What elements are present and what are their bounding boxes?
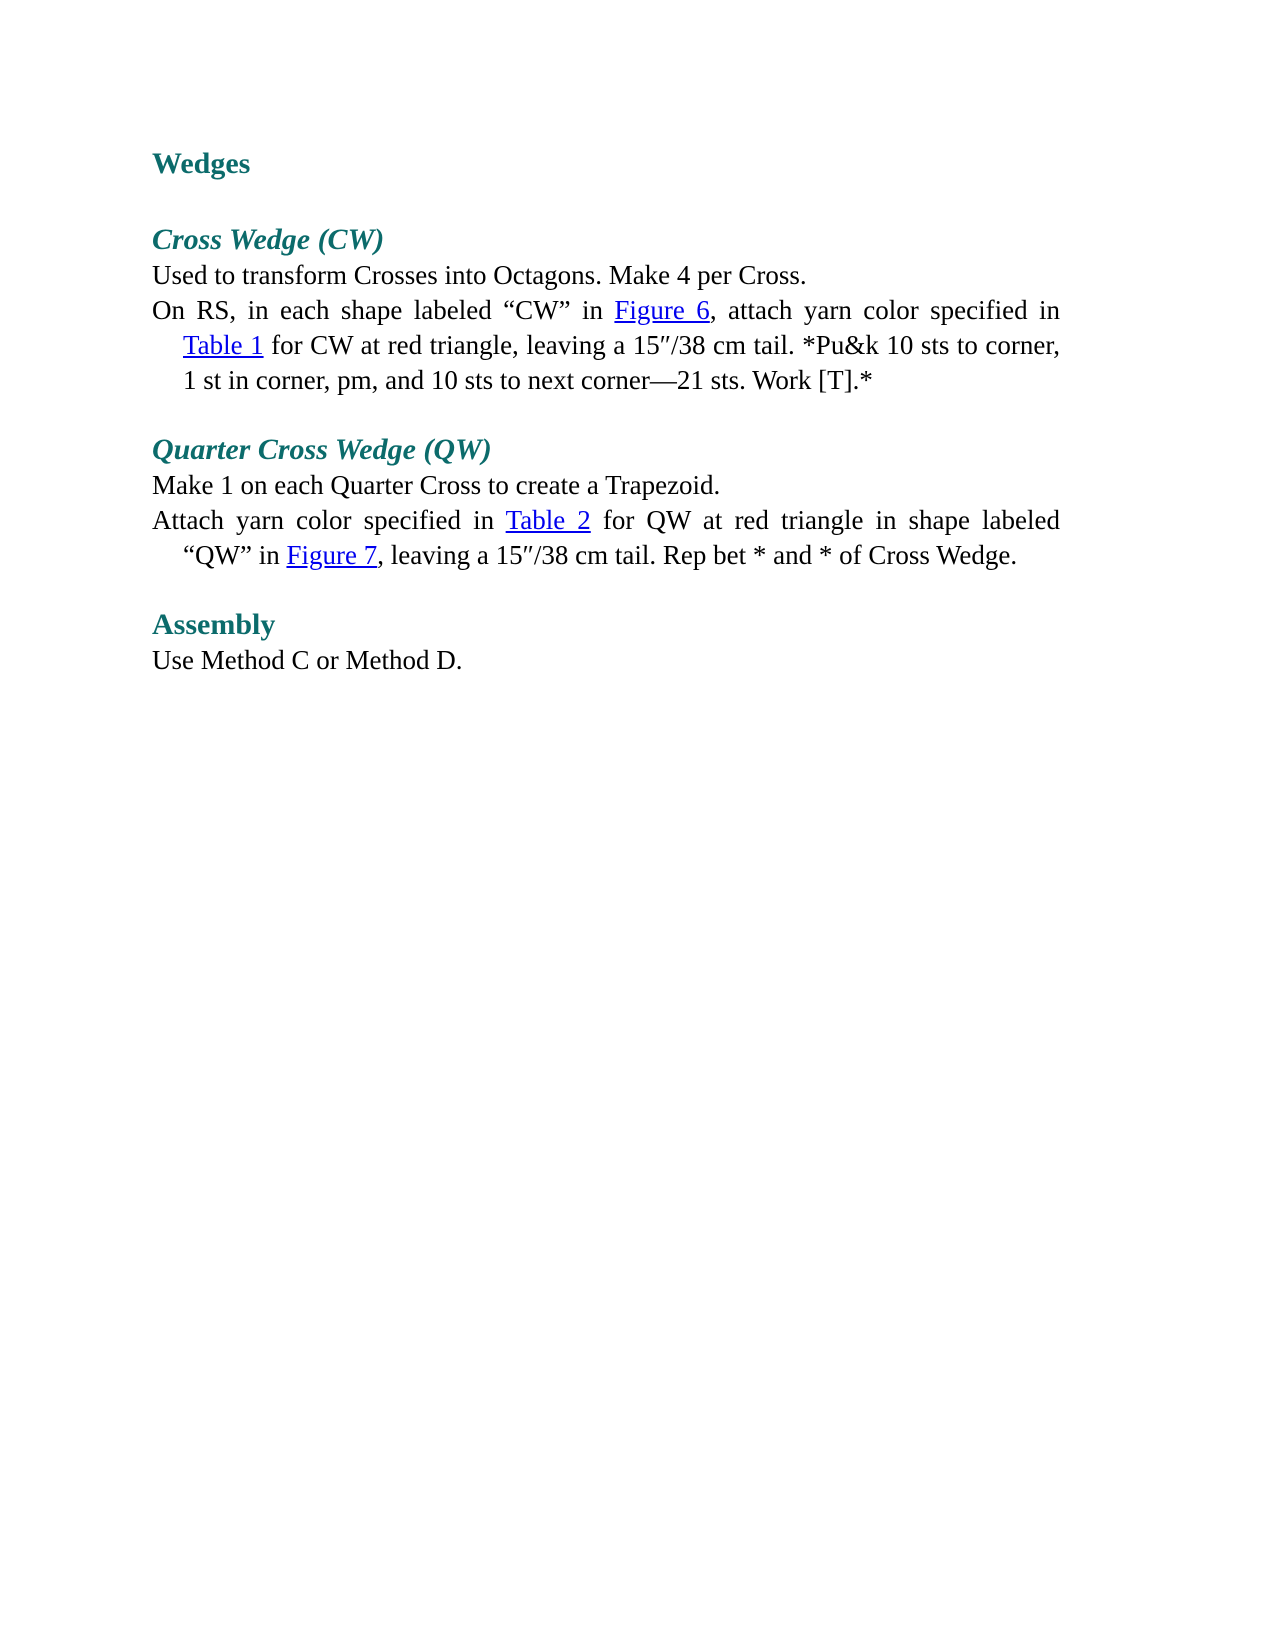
cross-wedge-intro: Used to transform Crosses into Octagons. Make 4 per Cross.	[152, 260, 807, 290]
text-run: , attach yarn color specified in	[709, 295, 1060, 325]
assembly-text: Use Method C or Method D.	[152, 645, 463, 675]
cross-wedge-instructions	[152, 293, 1060, 398]
text-run: Attach yarn color specified in	[152, 505, 506, 535]
text-run: , leaving a 15″/38 cm tail. Rep bet * and * of Cross Wedge.	[377, 540, 1018, 570]
quarter-cross-wedge-instructions	[152, 503, 1060, 573]
text-run: On RS, in each shape labeled “CW” in	[152, 295, 615, 325]
section-title-assembly: Assembly	[152, 608, 276, 641]
figure-7-link[interactable]: Figure 7	[286, 540, 378, 570]
figure-6-link[interactable]: Figure 6	[614, 295, 710, 325]
table-1-link[interactable]: Table 1	[183, 330, 264, 360]
subsection-title-cross-wedge: Cross Wedge (CW)	[152, 223, 385, 256]
document-page	[152, 138, 1060, 678]
subsection-title-quarter-cross-wedge: Quarter Cross Wedge (QW)	[152, 433, 492, 466]
quarter-cross-wedge-intro: Make 1 on each Quarter Cross to create a Trapezoid.	[152, 470, 721, 500]
text-run: for QW at red triangle in shape labeled “QW” in	[183, 505, 1061, 570]
section-title-wedges: Wedges	[152, 147, 251, 180]
table-2-link[interactable]: Table 2	[505, 505, 591, 535]
text-run: for CW at red triangle, leaving a 15″/38 cm tail. *Pu&k 10 sts to corner, 1 st in corner, pm, and 10 sts to next corner—21 sts. Work [T].*	[183, 330, 1060, 395]
